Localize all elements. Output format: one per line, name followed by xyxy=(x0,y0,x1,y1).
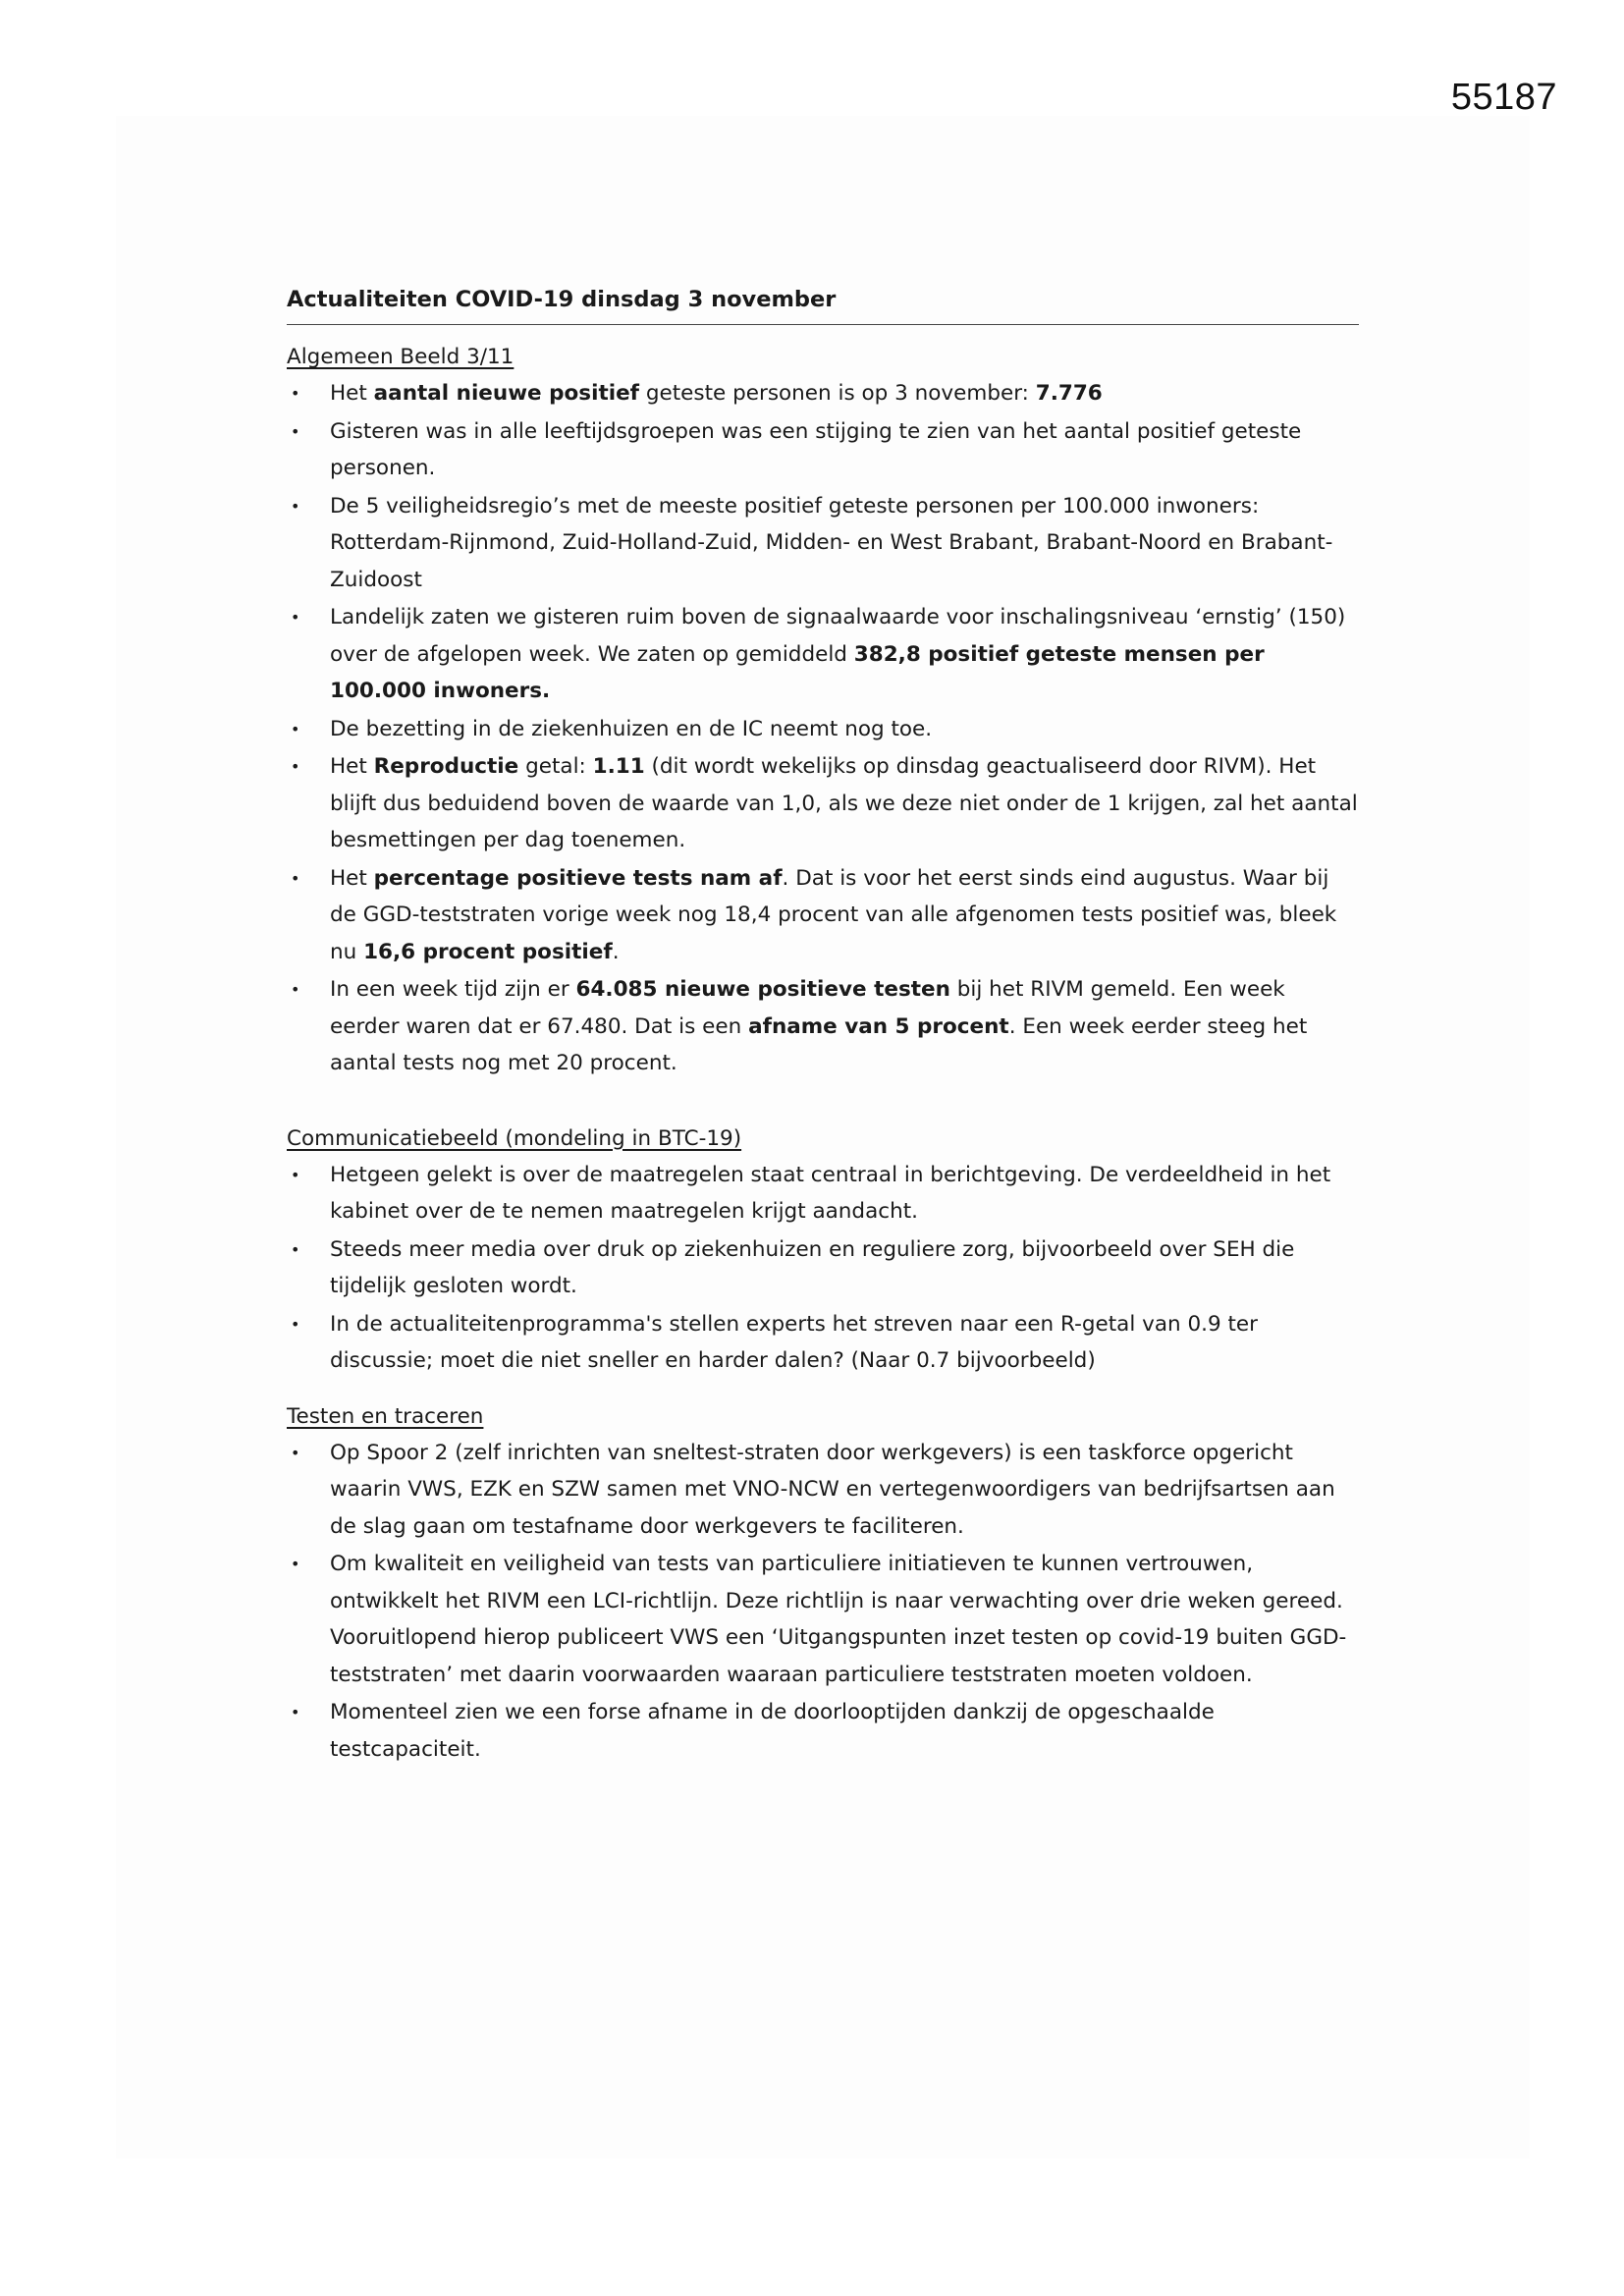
bullet-icon: • xyxy=(291,719,300,738)
list-item xyxy=(287,413,1359,487)
section-heading-testen: Testen en traceren xyxy=(287,1403,484,1429)
text-run: In een week tijd zijn er xyxy=(330,977,576,1002)
list-item xyxy=(287,375,1359,412)
bold-run: 64.085 nieuwe positieve testen xyxy=(575,977,950,1002)
text-run: geteste personen is op 3 november: xyxy=(639,381,1036,406)
bullet-icon: • xyxy=(291,496,300,516)
list-item xyxy=(287,1694,1359,1768)
text-run: In de actualiteitenprogramma's stellen experts het streven naar een R-getal van 0.9 ter discussie; moet die niet sneller en harder dalen? (Naar 0.7 bijvoorbeeld) xyxy=(330,1311,1259,1373)
bullet-list-algemeen xyxy=(287,375,1359,1082)
text-run: Om kwaliteit en veiligheid van tests van particuliere initiatieven te kunnen vertrouwen, ontwikkelt het RIVM een LCI-richtlijn. Deze richtlijn is naar verwachting over drie weken gereed. Vooruitlopend hierop publiceert VWS een ‘Uitgangspunten inzet testen op covid-19 buiten GGD-teststraten’ met daarin voorwaarden waaraan particuliere teststraten moeten voldoen. xyxy=(330,1552,1347,1687)
text-run: De 5 veiligheidsregio’s met de meeste positief geteste personen per 100.000 inwoners: Rotterdam-Rijnmond, Zuid-Holland-Zuid, Midden- en West Brabant, Brabant-Noord en Brabant-Zuidoost xyxy=(330,493,1333,592)
text-run: Het xyxy=(330,381,374,406)
list-item xyxy=(287,1306,1359,1380)
bullet-icon: • xyxy=(291,1165,300,1184)
list-item xyxy=(287,1157,1359,1230)
list-item xyxy=(287,860,1359,971)
text-run: . Een week eerder steeg het aantal tests nog met 20 procent. xyxy=(330,1013,1308,1075)
text-run: getal: xyxy=(518,754,593,779)
bold-run: afname van 5 procent xyxy=(748,1013,1009,1039)
text-run: Landelijk zaten we gisteren ruim boven de signaalwaarde voor inschalingsniveau ‘ernstig’ (150) over de afgelopen week. We zaten op gemiddeld xyxy=(330,605,1346,667)
bullet-icon: • xyxy=(291,1555,300,1573)
spacer xyxy=(287,1083,1359,1121)
spacer xyxy=(287,1381,1359,1398)
text-run: . xyxy=(612,939,620,964)
text-run: De bezetting in de ziekenhuizen en de IC neemt nog toe. xyxy=(330,716,933,741)
document-body xyxy=(287,283,1359,1769)
bullet-list-testen xyxy=(287,1435,1359,1769)
bold-run: 382,8 positief geteste mensen per 100.000 inwoners. xyxy=(330,641,1265,703)
text-run: Steeds meer media over druk op ziekenhuizen en reguliere zorg, bijvoorbeeld over SEH die tijdelijk gesloten wordt. xyxy=(330,1236,1295,1298)
text-run: . Dat is voor het eerst sinds eind augustus. Waar bij de GGD-teststraten vorige week nog 18,4 procent van alle afgenomen tests positief was, bleek nu xyxy=(330,865,1337,964)
section-algemeen-beeld xyxy=(287,339,1359,1082)
bullet-icon: • xyxy=(291,421,300,441)
bold-run: aantal nieuwe positief xyxy=(373,381,640,406)
bold-run: 1.11 xyxy=(592,754,645,779)
text-run: Gisteren was in alle leeftijdsgroepen was een stijging te zien van het aantal positief geteste personen. xyxy=(330,418,1302,480)
list-item xyxy=(287,488,1359,599)
list-item xyxy=(287,971,1359,1082)
bullet-icon: • xyxy=(291,1239,300,1259)
section-testen-traceren xyxy=(287,1398,1359,1769)
section-heading-communicatie: Communicatiebeeld (mondeling in BTC-19) xyxy=(287,1125,742,1151)
bullet-icon: • xyxy=(291,1703,300,1722)
section-communicatiebeeld xyxy=(287,1121,1359,1380)
text-run: Hetgeen gelekt is over de maatregelen staat centraal in berichtgeving. De verdeeldheid in het kabinet over de te nemen maatregelen krijgt aandacht. xyxy=(330,1162,1331,1224)
bullet-icon: • xyxy=(291,608,300,627)
list-item xyxy=(287,1435,1359,1546)
section-heading-algemeen: Algemeen Beeld 3/11 xyxy=(287,345,514,369)
list-item xyxy=(287,1546,1359,1693)
list-item xyxy=(287,599,1359,710)
text-run: (dit wordt wekelijks op dinsdag geactualiseerd door RIVM). Het blijft dus beduidend boven de waarde van 1,0, als we deze niet onder de 1 krijgen, zal het aantal besmettingen per dag toenemen. xyxy=(330,754,1358,852)
list-item xyxy=(287,711,1359,748)
text-run: Het xyxy=(330,754,374,779)
bullet-icon: • xyxy=(291,384,300,403)
bold-run: 16,6 procent positief xyxy=(363,939,613,964)
text-run: bij het RIVM gemeld. Een week eerder waren dat er 67.480. Dat is een xyxy=(330,977,1285,1039)
document-title: Actualiteiten COVID-19 dinsdag 3 november xyxy=(287,283,1359,325)
bold-run: Reproductie xyxy=(373,754,519,779)
list-item xyxy=(287,1231,1359,1305)
bullet-list-communicatie xyxy=(287,1157,1359,1380)
text-run: Momenteel zien we een forse afname in de doorlooptijden dankzij de opgeschaalde testcapaciteit. xyxy=(330,1700,1215,1762)
bullet-icon: • xyxy=(291,1314,300,1334)
list-item xyxy=(287,748,1359,859)
bold-run: percentage positieve tests nam af xyxy=(373,865,783,891)
page-number: 55187 xyxy=(1450,77,1557,118)
bullet-icon: • xyxy=(291,757,300,776)
text-run: Het xyxy=(330,865,374,891)
bullet-icon: • xyxy=(291,1443,300,1462)
bold-run: 7.776 xyxy=(1035,381,1103,406)
text-run: Op Spoor 2 (zelf inrichten van sneltest-straten door werkgevers) is een taskforce opgericht waarin VWS, EZK en SZW samen met VNO-NCW en vertegenwoordigers van bedrijfsartsen aan de slag gaan om testafname door werkgevers te faciliteren. xyxy=(330,1440,1335,1539)
bullet-icon: • xyxy=(291,868,300,888)
bullet-icon: • xyxy=(291,980,300,999)
